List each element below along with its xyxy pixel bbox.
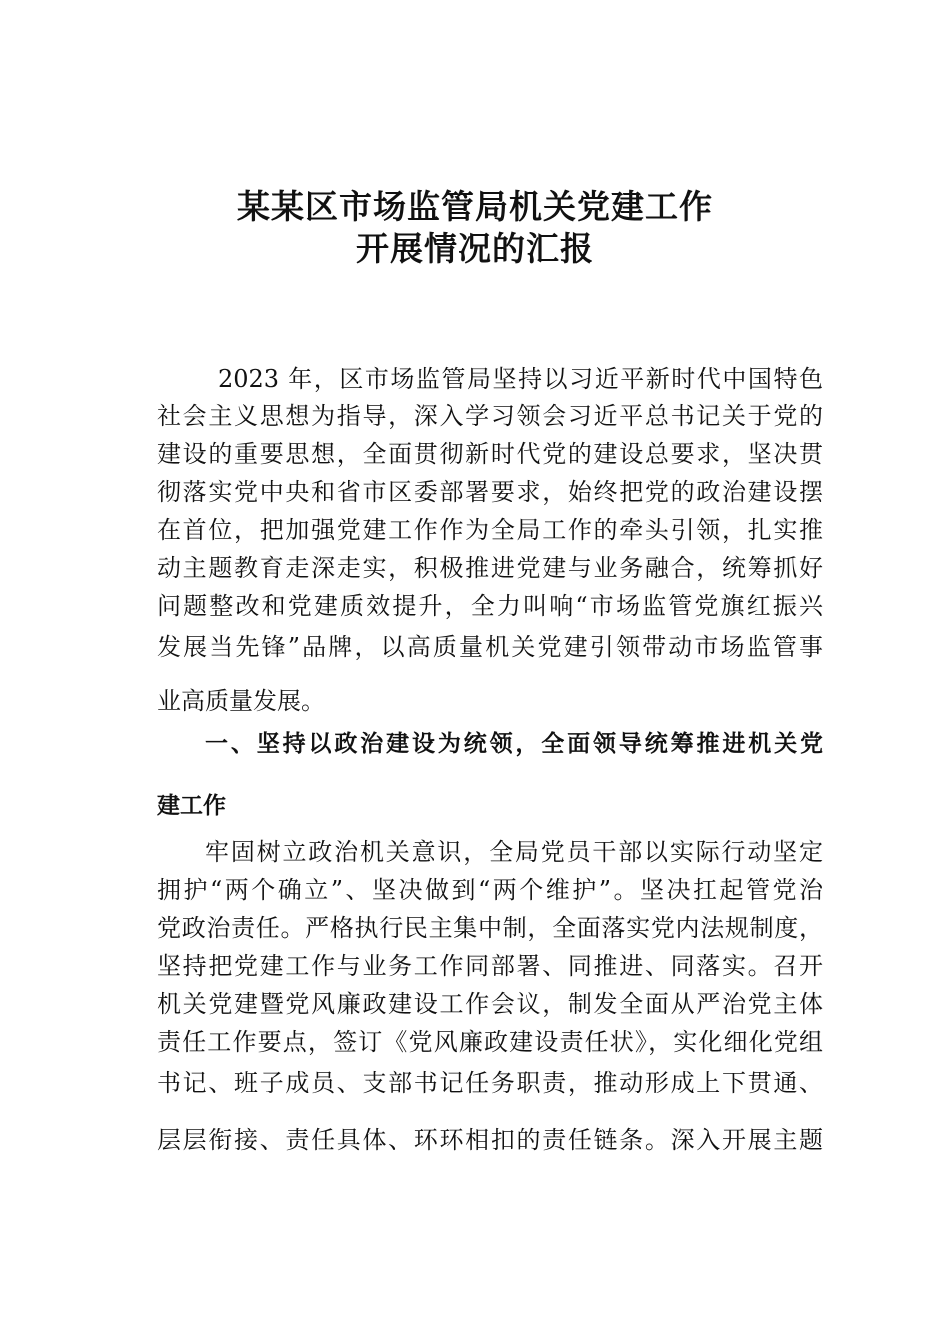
intro-line-2: 社会主义思想为指导，深入学习领会习近平总书记关于党的: [157, 402, 823, 430]
document-title-line-1: 某某区市场监管局机关党建工作: [237, 187, 713, 226]
section-1-line-3: 党政治责任。严格执行民主集中制，全面落实党内法规制度，: [157, 914, 823, 942]
section-1-line-1: 牢固树立政治机关意识，全局党员干部以实际行动坚定: [205, 838, 823, 866]
section-1-line-8: 层层衔接、责任具体、环环相扣的责任链条。深入开展主题: [157, 1126, 823, 1154]
document-title-line-2: 开展情况的汇报: [356, 229, 594, 268]
section-1-line-6: 责任工作要点，签订《党风廉政建设责任状》，实化细化党组: [157, 1028, 823, 1056]
section-1-line-4: 坚持把党建工作与业务工作同部署、同推进、同落实。召开: [157, 952, 823, 980]
intro-line-3: 建设的重要思想，全面贯彻新时代党的建设总要求，坚决贯: [157, 440, 823, 468]
section-1-line-5: 机关党建暨党风廉政建设工作会议，制发全面从严治党主体: [157, 990, 823, 1018]
intro-line-8: 发展当先锋”品牌，以高质量机关党建引领带动市场监管事: [157, 633, 823, 661]
intro-line-6: 动主题教育走深走实，积极推进党建与业务融合，统筹抓好: [157, 554, 823, 582]
intro-line-1: 2023 年，区市场监管局坚持以习近平新时代中国特色: [218, 365, 823, 393]
intro-line-9: 业高质量发展。: [157, 687, 325, 715]
section-1-heading-line-2: 建工作: [157, 793, 226, 819]
section-1-line-2: 拥护“两个确立”、坚决做到“两个维护”。坚决扛起管党治: [157, 876, 823, 904]
section-1-heading-line-1: 一、坚持以政治建设为统领，全面领导统筹推进机关党: [205, 731, 823, 757]
intro-line-4: 彻落实党中央和省市区委部署要求，始终把党的政治建设摆: [157, 478, 823, 506]
intro-line-7: 问题整改和党建质效提升，全力叫响“市场监管党旗红振兴: [157, 592, 823, 620]
intro-line-5: 在首位，把加强党建工作作为全局工作的牵头引领，扎实推: [157, 516, 823, 544]
section-1-line-7: 书记、班子成员、支部书记任务职责，推动形成上下贯通、: [157, 1069, 823, 1097]
